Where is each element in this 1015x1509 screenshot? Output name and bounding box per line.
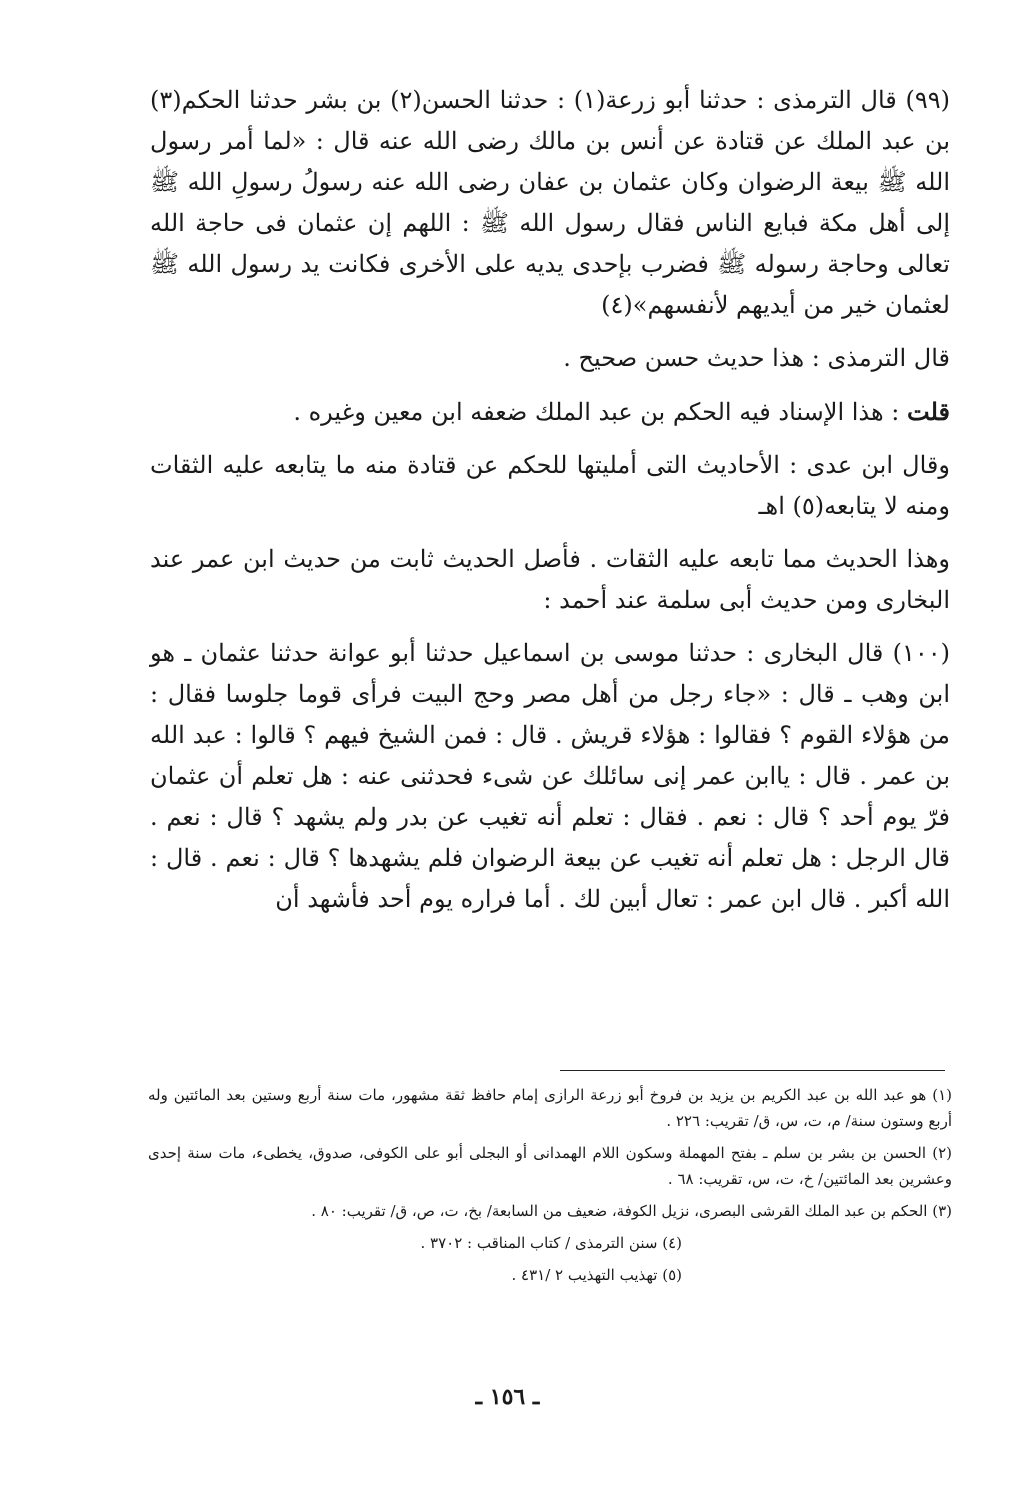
paragraph-corroboration: وهذا الحديث مما تابعه عليه الثقات . فأصل الحديث ثابت من حديث ابن عمر عند البخارى ومن حديث أبى سلمة عند أحمد :	[150, 545, 950, 614]
main-text	[150, 80, 950, 920]
qultu-label: قلت	[907, 397, 950, 426]
footnote-3: (٣) الحكم بن عبد الملك القرشى البصرى، نزيل الكوفة، ضعيف من السابعة/ بخ، ت، ص، ق/ تقريب: ٨٠ .	[311, 1202, 952, 1220]
qultu-text: : هذا الإسناد فيه الحكم بن عبد الملك ضعفه ابن معين وغيره .	[293, 398, 908, 426]
paragraph-tirmidhi-grade: قال الترمذى : هذا حديث حسن صحيح .	[563, 344, 950, 372]
footnotes	[148, 1082, 952, 1294]
footnote-2: (٢) الحسن بن بشر بن سلم ـ بفتح المهملة وسكون اللام الهمدانى أو البجلى أبو على الكوفى، صدوق، يخطىء، مات سنة إحدى وعشرين بعد المائتين/ خ، ت، س، تقريب: ٦٨ .	[148, 1144, 952, 1188]
footnote-divider	[560, 1070, 945, 1071]
paragraph-qultu	[150, 391, 950, 433]
paragraph-hadith-100: (١٠٠) قال البخارى : حدثنا موسى بن اسماعيل حدثنا أبو عوانة حدثنا عثمان ـ هو ابن وهب ـ قال : «جاء رجل من أهل مصر وحج البيت فرأى قوما جلوسا فقال : من هؤلاء القوم ؟ فقالوا : هؤلاء قريش . قال : فمن الشيخ فيهم ؟ قالوا : عبد الله بن عمر . قال : ياابن عمر إنى سائلك عن شىء فحدثنى عنه : هل تعلم أن عثمان فرّ يوم أحد ؟ قال : نعم . فقال : تعلم أنه تغيب عن بدر ولم يشهد ؟ قال : نعم . قال الرجل : هل تعلم أنه تغيب عن بيعة الرضوان فلم يشهدها ؟ قال : نعم . قال : الله أكبر . قال ابن عمر : تعال أبين لك . أما فراره يوم أحد فأشهد أن	[150, 639, 950, 913]
paragraph-hadith-99: (٩٩) قال الترمذى : حدثنا أبو زرعة(١) : حدثنا الحسن(٢) بن بشر حدثنا الحكم(٣) بن عبد الملك عن قتادة عن أنس بن مالك رضى الله عنه قال : «لما أمر رسول الله ﷺ بيعة الرضوان وكان عثمان بن عفان رضى الله عنه رسولُ رسولِ الله ﷺ إلى أهل مكة فبايع الناس فقال رسول الله ﷺ : اللهم إن عثمان فى حاجة الله تعالى وحاجة رسوله ﷺ فضرب بإحدى يديه على الأخرى فكانت يد رسول الله ﷺ لعثمان خير من أيديهم لأنفسهم»(٤)	[150, 86, 951, 319]
footnote-1: (١) هو عبد الله بن عبد الكريم بن يزيد بن فروخ أبو زرعة الرازى إمام حافظ ثقة مشهور، مات سنة أربع وستين بعد المائتين وله أربع وستون سنة/ م، ت، س، ق/ تقريب: ٢٢٦ .	[148, 1086, 952, 1130]
footnote-4: (٤) سنن الترمذى / كتاب المناقب : ٣٧٠٢ .	[420, 1234, 682, 1252]
page-number: ـ ١٥٦ ـ	[475, 1384, 540, 1410]
footnote-5: (٥) تهذيب التهذيب ٢ /٤٣١ .	[511, 1266, 682, 1284]
paragraph-ibn-adi: وقال ابن عدى : الأحاديث التى أمليتها للحكم عن قتادة منه ما يتابعه عليه الثقات ومنه لا يتابعه(٥) اهـ	[150, 451, 950, 520]
